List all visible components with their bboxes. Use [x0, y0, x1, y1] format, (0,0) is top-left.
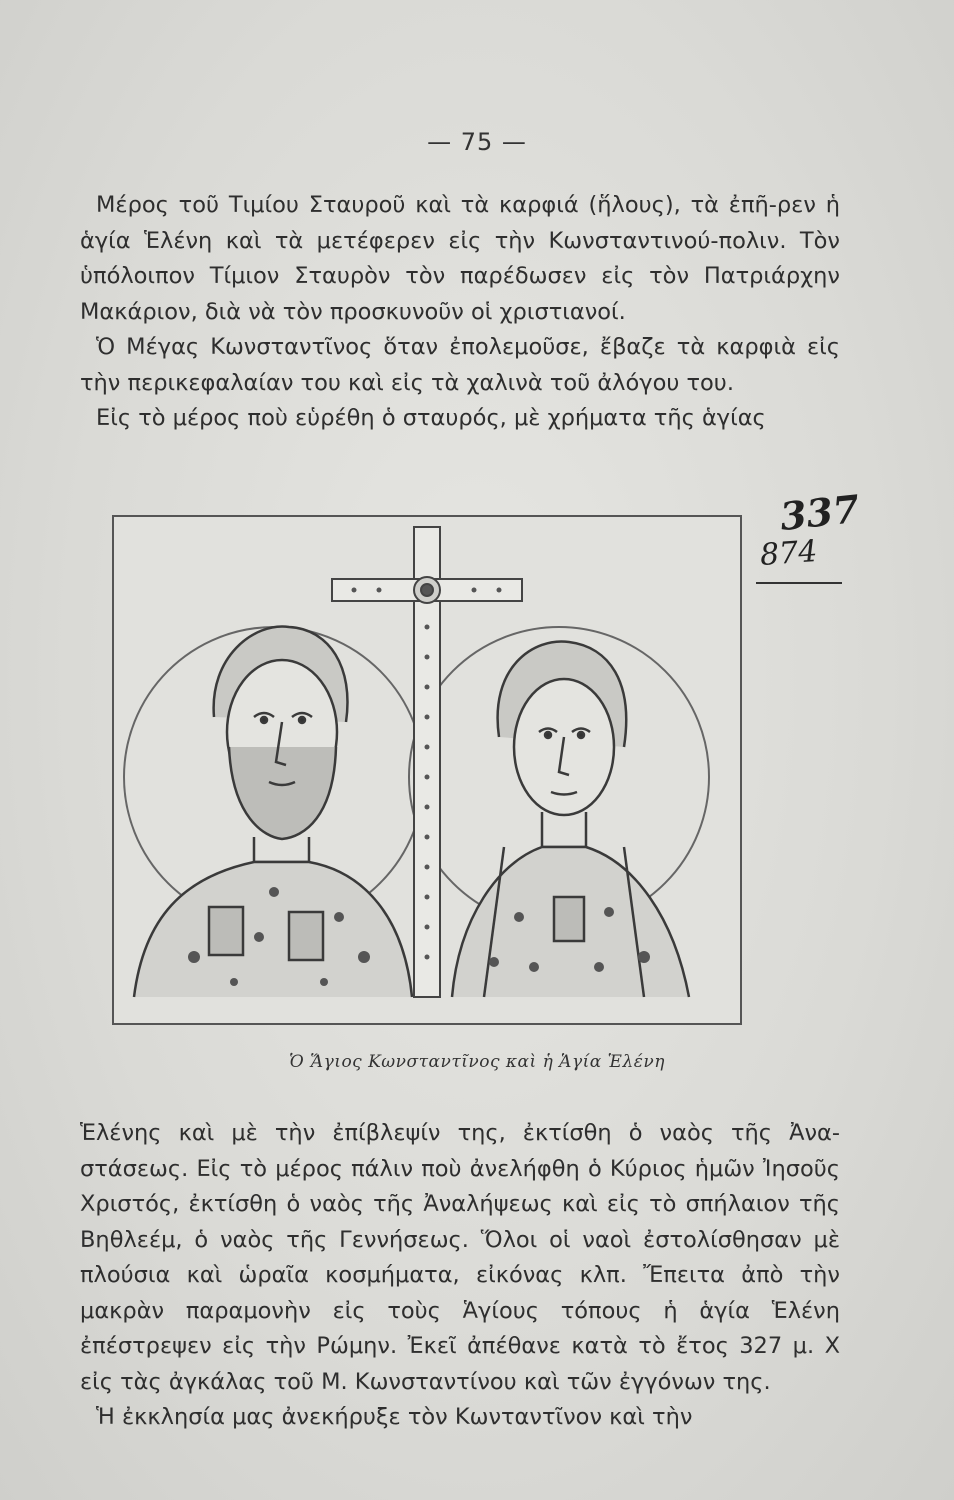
paragraph-5: Ἡ ἐκκλησία μας ἀνεκήρυξε τὸν Κωνταντῖνον καὶ τὴν: [96, 1404, 693, 1430]
top-text-block: [80, 188, 840, 437]
page-number: — 75 —: [427, 128, 527, 156]
figure-caption: Ὁ Ἅγιος Κωνσταντῖνος καὶ ἡ Ἁγία Ἑλένη: [289, 1052, 665, 1072]
paragraph-1: Μέρος τοῦ Τιμίου Σταυροῦ καὶ τὰ καρφιά (ἥλους), τὰ ἐπῆ-ρεν ἡ ἁγία Ἑλένη καὶ τὰ μετέφερεν εἰς τὴν Κωνσταντινού-πολιν. Τὸν ὑπόλοιπον Τίμιον Σταυρὸν τὸν παρέδωσεν εἰς τὸν Πατριάρχην Μακάριον, διὰ νὰ τὸν προσκυνοῦν οἱ χριστιανοί.: [80, 192, 840, 325]
handwritten-underline: [756, 582, 842, 584]
paragraph-3: Εἰς τὸ μέρος ποὺ εὑρέθη ὁ σταυρός, μὲ χρήματα τῆς ἁγίας: [96, 405, 766, 431]
handwritten-annotation: [756, 485, 862, 600]
paragraph-4: Ἑλένης καὶ μὲ τὴν ἐπίβλεψίν της, ἐκτίσθη ὁ ναὸς τῆς Ἀνα-στάσεως. Εἰς τὸ μέρος πάλιν ποὺ ἀνελήφθη ὁ Κύριος ἡμῶν Ἰησοῦς Χριστός, ἐκτίσθη ὁ ναὸς τῆς Ἀναλήψεως καὶ εἰς τὸ σπήλαιον τῆς Βηθλεέμ, ὁ ναὸς τῆς Γεννήσεως. Ὅλοι οἱ ναοὶ ἐστολίσθησαν μὲ πλούσια καὶ ὡραῖα κοσμήματα, εἰκόνας κλπ. Ἔπειτα ἀπὸ τὴν μακρὰν παραμονὴν εἰς τοὺς Ἁγίους τόπους ἡ ἁγία Ἑλένη ἐπέστρεψεν εἰς τὴν Ρώμην. Ἐκεῖ ἀπέθανε κατὰ τὸ ἔτος 327 μ. Χ εἰς τὰς ἀγκάλας τοῦ Μ. Κωνσταντίνου καὶ τῶν ἐγγόνων της.: [80, 1120, 840, 1395]
saints-illustration: [112, 515, 742, 1025]
saints-constantine-helen-engraving-icon: [114, 517, 740, 1023]
bottom-text-block: [80, 1116, 840, 1436]
handwritten-number-1: 337: [777, 485, 862, 540]
paragraph-2: Ὁ Μέγας Κωνσταντῖνος ὅταν ἐπολεμοῦσε, ἔβαζε τὰ καρφιὰ εἰς τὴν περικεφαλαίαν του καὶ εἰς τὰ χαλινὰ τοῦ ἀλόγου του.: [80, 334, 840, 396]
handwritten-number-2: 874: [758, 534, 819, 573]
